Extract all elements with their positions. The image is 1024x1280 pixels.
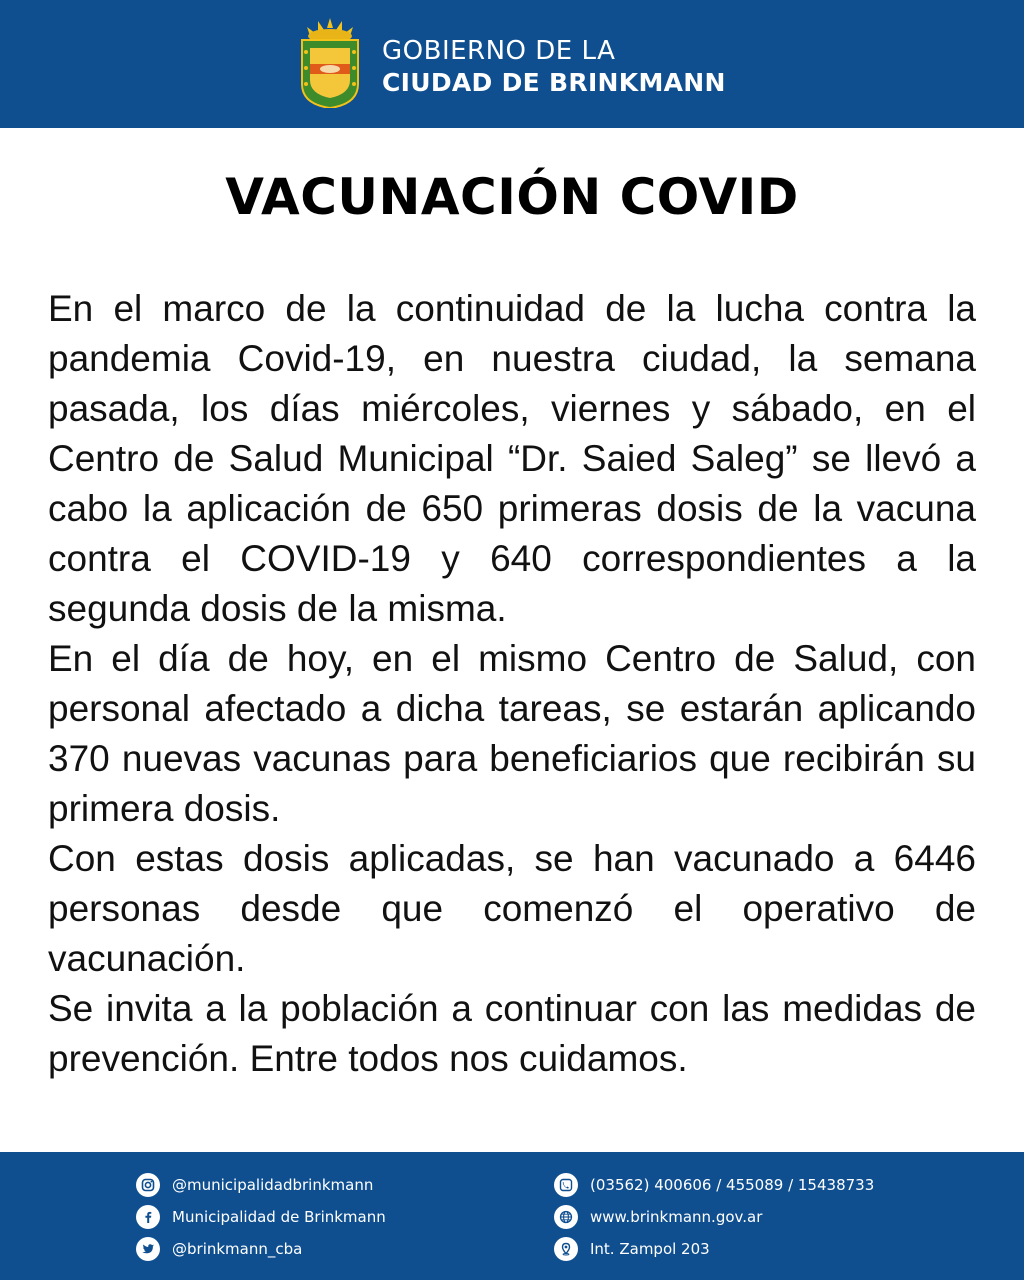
twitter-handle: @brinkmann_cba [172, 1240, 303, 1258]
globe-icon [554, 1205, 578, 1229]
paragraph-2: En el día de hoy, en el mismo Centro de Salud, con personal afectado a dicha tareas, se estarán aplicando 370 nuevas vacunas para beneficiarios que recibirán su primera dosis. [48, 638, 976, 829]
instagram-icon [136, 1173, 160, 1197]
phone-icon [554, 1173, 578, 1197]
street-address: Int. Zampol 203 [590, 1240, 710, 1258]
location-pin-icon [554, 1237, 578, 1261]
paragraph-1: En el marco de la continuidad de la lucha contra la pandemia Covid-19, en nuestra ciudad, la semana pasada, los días miércoles, viernes y sábado, en el Centro de Salud Municipal “Dr. Saied Saleg” se llevó a cabo la aplicación de 650 primeras dosis de la vacuna contra el COVID-19 y 640 correspondientes a la segunda dosis de la misma. [48, 288, 976, 629]
organization-name [382, 38, 726, 95]
municipal-crest-icon [298, 18, 362, 108]
header-banner [0, 0, 1024, 128]
organization-name-line2: CIUDAD DE BRINKMANN [382, 68, 726, 97]
phone-contact[interactable] [554, 1172, 874, 1198]
paragraph-3: Con estas dosis aplicadas, se han vacunado a 6446 personas desde que comenzó el operativo de vacunación. [48, 838, 976, 979]
paragraph-4: Se invita a la población a continuar con las medidas de prevención. Entre todos nos cuidamos. [48, 988, 976, 1079]
organization-name-line1: GOBIERNO DE LA [382, 36, 616, 66]
facebook-contact[interactable] [136, 1204, 386, 1230]
website-url: www.brinkmann.gov.ar [590, 1208, 763, 1226]
announcement-body [48, 284, 976, 1084]
instagram-handle: @municipalidadbrinkmann [172, 1176, 374, 1194]
footer-banner [0, 1152, 1024, 1280]
phone-numbers: (03562) 400606 / 455089 / 15438733 [590, 1176, 875, 1194]
page-title: VACUNACIÓN COVID [225, 168, 799, 226]
twitter-icon [136, 1237, 160, 1261]
address-contact[interactable] [554, 1236, 710, 1262]
instagram-contact[interactable] [136, 1172, 373, 1198]
twitter-contact[interactable] [136, 1236, 302, 1262]
facebook-icon [136, 1205, 160, 1229]
website-contact[interactable] [554, 1204, 762, 1230]
facebook-page: Municipalidad de Brinkmann [172, 1208, 386, 1226]
